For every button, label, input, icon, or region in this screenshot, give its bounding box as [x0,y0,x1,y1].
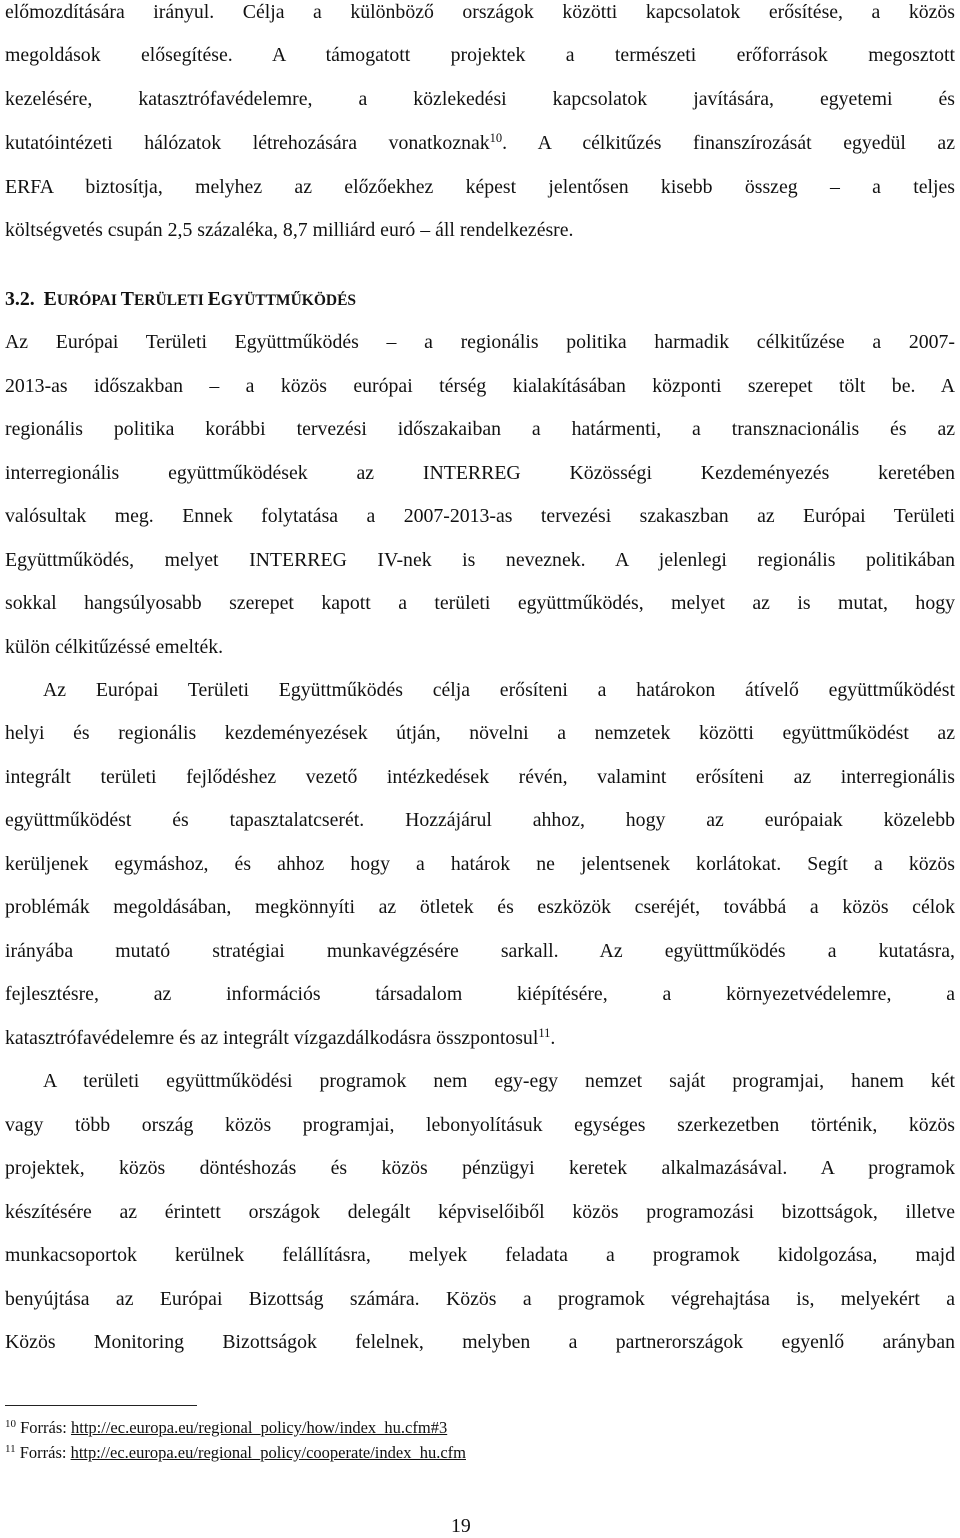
body-line: projektek, közös döntéshozás és közös pénzügyi keretek alkalmazásával. A programok [5,1157,955,1179]
body-line: A területi együttműködési programok nem egy-egy nemzet saját programjai, hanem két [43,1070,955,1092]
body-line: fejlesztésre, az információs társadalom kiépítésére, a környezetvédelemre, a [5,983,955,1005]
line-text: kutatóintézeti hálózatok létrehozására vonatkoznak [5,132,490,154]
heading-letter: T [120,288,134,310]
body-line: együttműködést és tapasztalatcserét. Hozzájárul ahhoz, hogy az európaiak közelebb [5,809,955,831]
body-line: integrált területi fejlődéshez vezető intézkedések révén, valamint erősíteni az interregionális [5,766,955,788]
heading-text: GYÜTTMŰKÖDÉS [220,292,357,309]
footnote-label: Forrás: [20,1418,71,1437]
body-line: valósultak meg. Ennek folytatása a 2007-2013-as tervezési szakaszban az Európai Területi [5,505,955,527]
body-line: problémák megoldásában, megkönnyíti az ötletek és eszközök cseréjét, továbbá a közös célok [5,896,955,918]
footnote-ref[interactable]: 11 [538,1026,551,1040]
body-line: regionális politika korábbi tervezési időszakaiban a határmenti, a transznacionális és az [5,418,955,440]
section-number: 3.2. [5,288,35,310]
body-line: Együttműködés, melyet INTERREG IV-nek is neveznek. A jelenlegi regionális politikában [5,549,955,571]
body-line: helyi és regionális kezdeményezések útján, növelni a nemzetek közötti együttműködést az [5,722,955,744]
heading-text: ERÜLETI [133,292,208,309]
footnote-number: 11 [5,1443,16,1455]
footnote-divider [5,1405,197,1406]
body-line: költségvetés csupán 2,5 százaléka, 8,7 milliárd euró – áll rendelkezésre. [5,219,574,241]
body-line: ERFA biztosítja, melyhez az előzőekhez képest jelentősen kisebb összeg – a teljes [5,176,955,198]
body-line [5,131,955,155]
line-text: . [550,1027,556,1049]
line-text: katasztrófavédelemre és az integrált vízgazdálkodásra összpontosul [5,1027,539,1049]
body-line: kerüljenek egymáshoz, és ahhoz hogy a határok ne jelentsenek korlátokat. Segít a közös [5,853,955,875]
body-line: interregionális együttműködések az INTERREG Közösségi Kezdeményezés keretében [5,462,955,484]
footnote-10 [5,1418,447,1438]
body-line: megoldások elősegítése. A támogatott projektek a természeti erőforrások megosztott [5,44,955,66]
section-heading [5,287,356,311]
body-line: Az Európai Területi Együttműködés célja erősíteni a határokon átívelő együttműködést [43,679,955,701]
body-line [5,1026,955,1050]
body-line: 2013-as időszakban – a közös európai térség kialakításában központi szerepet tölt be. A [5,375,955,397]
heading-text: URÓPAI [56,292,121,309]
body-line: sokkal hangsúlyosabb szerepet kapott a területi együttműködés, melyet az is mutat, hogy [5,592,955,614]
footnote-ref[interactable]: 10 [489,131,503,145]
heading-letter: E [43,288,57,310]
body-line: Közös Monitoring Bizottságok felelnek, melyben a partnerországok egyenlő arányban [5,1331,955,1353]
body-line: irányába mutató stratégiai munkavégzésére sarkall. Az együttműködés a kutatásra, [5,940,955,962]
footnote-link[interactable]: http://ec.europa.eu/regional_policy/how/index_hu.cfm#3 [71,1418,448,1437]
body-line: Az Európai Területi Együttműködés – a regionális politika harmadik célkitűzése a 2007- [5,331,955,353]
page-number: 19 [451,1515,471,1537]
body-line: munkacsoportok kerülnek felállításra, melyek feladata a programok kidolgozása, majd [5,1244,955,1266]
footnote-number: 10 [5,1418,16,1430]
body-line: előmozdítására irányul. Célja a különböző országok közötti kapcsolatok erősítése, a közös [5,1,955,23]
body-line: külön célkitűzéssé emelték. [5,636,224,658]
body-line: benyújtása az Európai Bizottság számára. Közös a programok végrehajtása is, melyekért a [5,1288,955,1310]
body-line: vagy több ország közös programjai, lebonyolításuk egységes szerkezetben történik, közös [5,1114,955,1136]
footnote-label: Forrás: [19,1443,71,1462]
body-line: kezelésére, katasztrófavédelemre, a közlekedési kapcsolatok javítására, egyetemi és [5,88,955,110]
footnote-link[interactable]: http://ec.europa.eu/regional_policy/cooperate/index_hu.cfm [70,1443,466,1462]
footnote-11 [5,1443,466,1463]
heading-letter: E [207,288,221,310]
line-text: . A célkitűzés finanszírozását egyedül az [502,132,955,154]
body-line: készítésére az érintett országok delegált képviselőiből közös programozási bizottságok, illetve [5,1201,955,1223]
